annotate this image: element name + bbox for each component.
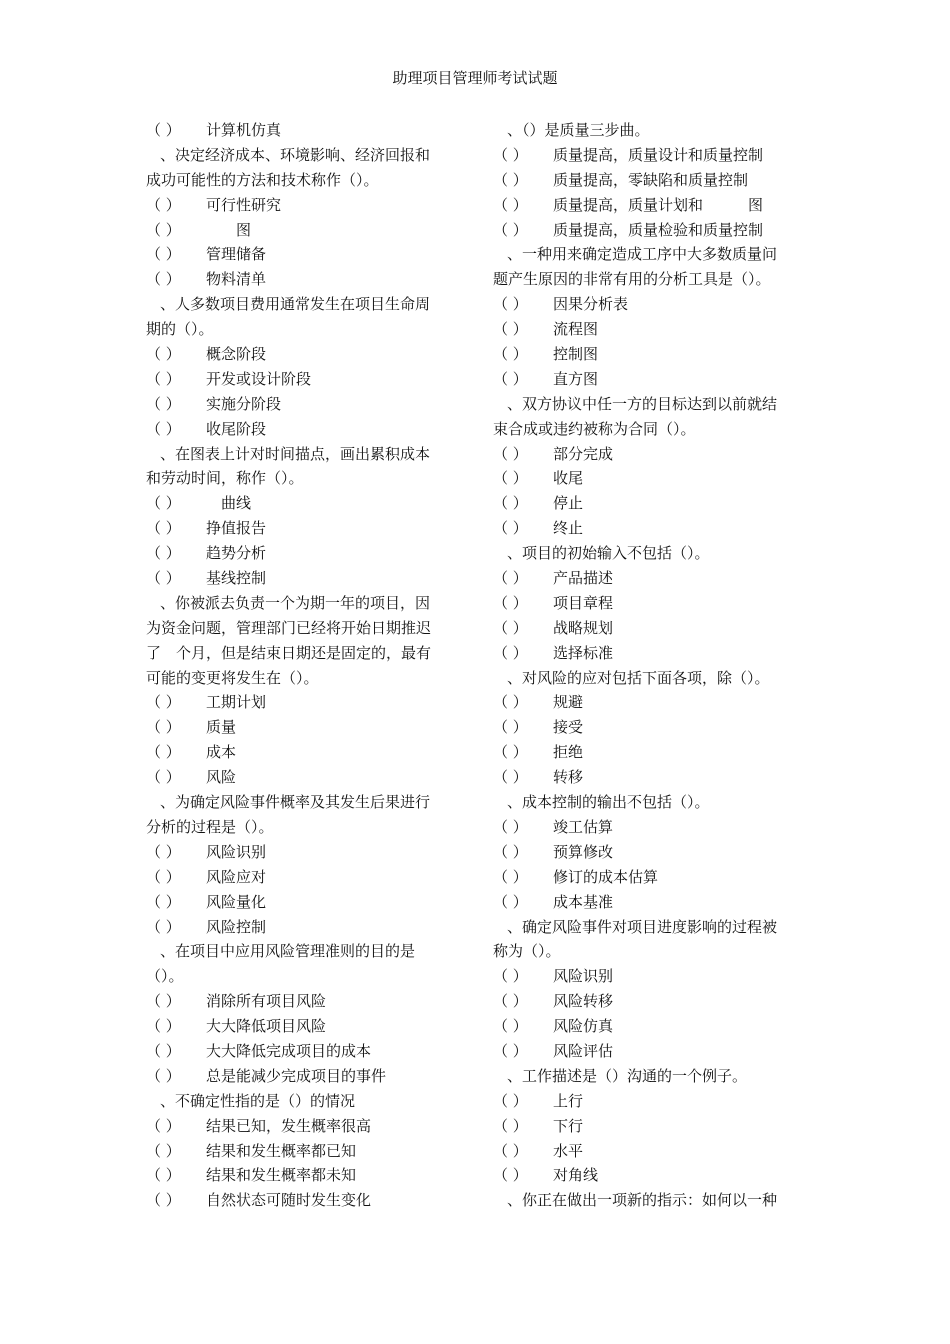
option-text: 接受 bbox=[553, 718, 584, 737]
answer-option bbox=[493, 1163, 813, 1188]
question-text: 、成本控制的输出不包括（）。 bbox=[507, 793, 710, 812]
option-marker: （ ） bbox=[493, 345, 528, 364]
question-text: 、为确定风险事件概率及其发生后果进行 bbox=[160, 793, 431, 812]
option-text: 项目章程 bbox=[553, 593, 614, 612]
question-text: 、人多数项目费用通常发生在项目生命周 bbox=[160, 295, 431, 314]
question-text-continued: 和劳动时间，称作（）。 bbox=[146, 469, 304, 488]
option-marker: （ ） bbox=[493, 842, 528, 861]
option-text: 下行 bbox=[553, 1116, 584, 1135]
question-text-continued: 成功可能性的方法和技术称作（）。 bbox=[146, 170, 379, 189]
option-marker: （ ） bbox=[493, 768, 528, 787]
option-marker: （ ） bbox=[493, 220, 528, 239]
option-text: 竣工估算 bbox=[553, 817, 614, 836]
answer-option bbox=[493, 1114, 813, 1139]
answer-option bbox=[146, 118, 466, 143]
answer-option bbox=[146, 1188, 466, 1213]
option-text: 上行 bbox=[553, 1091, 584, 1110]
option-marker: （ ） bbox=[493, 444, 528, 463]
right-column bbox=[493, 118, 813, 1213]
option-text: 大大降低完成项目的成本 bbox=[206, 1041, 372, 1060]
option-marker: （ ） bbox=[493, 967, 528, 986]
answer-option bbox=[146, 715, 466, 740]
answer-option bbox=[146, 690, 466, 715]
option-text: 可行性研究 bbox=[206, 195, 282, 214]
option-marker: （ ） bbox=[146, 121, 181, 139]
question-text-continued: 了 个月，但是结束日期还是固定的，最有 bbox=[146, 643, 432, 662]
answer-option bbox=[493, 765, 813, 790]
question-text-continued: 期的（）。 bbox=[146, 320, 214, 339]
question-text-continued: 可能的变更将发生在（）。 bbox=[146, 668, 319, 687]
option-text: 风险评估 bbox=[553, 1041, 614, 1060]
option-marker: （ ） bbox=[146, 270, 181, 289]
answer-option bbox=[146, 915, 466, 940]
answer-option bbox=[146, 840, 466, 865]
option-marker: （ ） bbox=[146, 892, 181, 911]
option-marker: （ ） bbox=[146, 693, 181, 712]
option-marker: （ ） bbox=[493, 569, 528, 588]
option-marker: （ ） bbox=[146, 519, 181, 538]
answer-option bbox=[493, 1139, 813, 1164]
option-text: 物料清单 bbox=[206, 270, 267, 289]
option-text: 质量提高，质量设计和质量控制 bbox=[553, 145, 764, 164]
option-marker: （ ） bbox=[146, 369, 181, 388]
answer-option bbox=[493, 890, 813, 915]
option-marker: （ ） bbox=[493, 618, 528, 637]
option-text: 结果和发生概率都未知 bbox=[206, 1166, 357, 1185]
option-text: 风险 bbox=[206, 768, 237, 787]
option-text: 结果已知，发生概率很高 bbox=[206, 1116, 372, 1135]
option-text: 产品描述 bbox=[553, 569, 614, 588]
option-marker: （ ） bbox=[146, 1066, 181, 1085]
answer-option bbox=[493, 1014, 813, 1039]
answer-option bbox=[146, 989, 466, 1014]
left-column bbox=[146, 118, 466, 1213]
answer-option bbox=[146, 516, 466, 541]
option-marker: （ ） bbox=[146, 992, 181, 1011]
option-marker: （ ） bbox=[146, 1017, 181, 1036]
option-marker: （ ） bbox=[493, 145, 528, 164]
question-text: 、决定经济成本、环境影响、经济回报和 bbox=[160, 145, 431, 164]
answer-option bbox=[146, 491, 466, 516]
answer-option bbox=[146, 1139, 466, 1164]
answer-option bbox=[146, 566, 466, 591]
option-text: 工期计划 bbox=[206, 693, 267, 712]
option-marker: （ ） bbox=[146, 544, 181, 563]
option-marker: （ ） bbox=[493, 195, 528, 214]
answer-option bbox=[493, 1089, 813, 1114]
option-text: 终止 bbox=[553, 519, 584, 538]
answer-option bbox=[493, 367, 813, 392]
option-marker: （ ） bbox=[146, 245, 181, 264]
answer-option bbox=[493, 491, 813, 516]
option-marker: （ ） bbox=[493, 867, 528, 886]
answer-option bbox=[146, 1064, 466, 1089]
option-text: 风险转移 bbox=[553, 992, 614, 1011]
answer-option bbox=[146, 417, 466, 442]
option-text: 趋势分析 bbox=[206, 544, 267, 563]
option-marker: （ ） bbox=[493, 170, 528, 189]
option-text: 停止 bbox=[553, 494, 584, 513]
option-text: 直方图 bbox=[553, 369, 599, 388]
answer-option bbox=[493, 1039, 813, 1064]
answer-option bbox=[146, 218, 466, 243]
answer-option bbox=[493, 168, 813, 193]
option-text: 质量提高，零缺陷和质量控制 bbox=[553, 170, 749, 189]
answer-option bbox=[493, 292, 813, 317]
answer-option bbox=[493, 865, 813, 890]
page-title: 助理项目管理师考试试题 bbox=[392, 69, 558, 87]
answer-option bbox=[493, 143, 813, 168]
option-text: 总是能减少完成项目的事件 bbox=[206, 1066, 387, 1085]
option-marker: （ ） bbox=[146, 494, 181, 513]
option-text: 消除所有项目风险 bbox=[206, 992, 327, 1011]
option-marker: （ ） bbox=[146, 917, 181, 936]
option-text: 管理储备 bbox=[206, 245, 267, 264]
option-text: 风险识别 bbox=[206, 842, 267, 861]
option-text: 成本基准 bbox=[553, 892, 614, 911]
answer-option bbox=[146, 1114, 466, 1139]
option-text: 结果和发生概率都已知 bbox=[206, 1141, 357, 1160]
option-marker: （ ） bbox=[146, 195, 181, 214]
question-text: 、（）是质量三步曲。 bbox=[507, 121, 650, 139]
option-text: 预算修改 bbox=[553, 842, 614, 861]
option-marker: （ ） bbox=[493, 892, 528, 911]
option-text: 因果分析表 bbox=[553, 295, 629, 314]
answer-option bbox=[146, 1039, 466, 1064]
question-text-continued: 为资金问题，管理部门已经将开始日期推迟 bbox=[146, 618, 432, 637]
answer-option bbox=[493, 989, 813, 1014]
question-text: 、对风险的应对包括下面各项，除（）。 bbox=[507, 668, 770, 687]
answer-option bbox=[146, 267, 466, 292]
option-text: 曲线 bbox=[206, 494, 252, 513]
option-text: 控制图 bbox=[553, 345, 599, 364]
option-text: 修订的成本估算 bbox=[553, 867, 659, 886]
option-marker: （ ） bbox=[146, 1116, 181, 1135]
question-text: 、工作描述是（）沟通的一个例子。 bbox=[507, 1066, 748, 1085]
option-text: 质量提高，质量计划和 图 bbox=[553, 195, 764, 214]
option-text: 图 bbox=[206, 220, 252, 239]
option-marker: （ ） bbox=[146, 842, 181, 861]
option-marker: （ ） bbox=[493, 693, 528, 712]
option-marker: （ ） bbox=[493, 494, 528, 513]
option-text: 实施分阶段 bbox=[206, 394, 282, 413]
answer-option bbox=[493, 317, 813, 342]
option-marker: （ ） bbox=[493, 1166, 528, 1185]
option-marker: （ ） bbox=[493, 817, 528, 836]
answer-option bbox=[493, 342, 813, 367]
question-text: 、在项目中应用风险管理准则的目的是 bbox=[160, 942, 416, 961]
option-marker: （ ） bbox=[146, 867, 181, 886]
option-marker: （ ） bbox=[146, 345, 181, 364]
question-text: 、你正在做出一项新的指示：如何以一种 bbox=[507, 1191, 778, 1210]
option-text: 挣值报告 bbox=[206, 519, 267, 538]
answer-option bbox=[493, 442, 813, 467]
answer-option bbox=[493, 840, 813, 865]
answer-option bbox=[146, 242, 466, 267]
answer-option bbox=[146, 865, 466, 890]
option-marker: （ ） bbox=[146, 1166, 181, 1185]
answer-option bbox=[146, 1014, 466, 1039]
option-marker: （ ） bbox=[146, 743, 181, 762]
answer-option bbox=[146, 367, 466, 392]
option-marker: （ ） bbox=[493, 1116, 528, 1135]
answer-option bbox=[146, 392, 466, 417]
option-text: 质量 bbox=[206, 718, 237, 737]
question-text: 、一种用来确定造成工序中大多数质量问 bbox=[507, 245, 778, 264]
question-text: 、项目的初始输入不包括（）。 bbox=[507, 544, 710, 563]
option-text: 计算机仿真 bbox=[206, 121, 282, 139]
question-text: 、双方协议中任一方的目标达到以前就结 bbox=[507, 394, 778, 413]
answer-option bbox=[146, 342, 466, 367]
answer-option bbox=[493, 964, 813, 989]
option-text: 风险识别 bbox=[553, 967, 614, 986]
option-marker: （ ） bbox=[493, 992, 528, 1011]
answer-option bbox=[493, 740, 813, 765]
option-text: 风险量化 bbox=[206, 892, 267, 911]
option-text: 转移 bbox=[553, 768, 584, 787]
question-text-continued: 束合成或违约被称为合同（）。 bbox=[493, 419, 696, 438]
answer-option bbox=[146, 1163, 466, 1188]
option-marker: （ ） bbox=[493, 320, 528, 339]
option-text: 风险仿真 bbox=[553, 1017, 614, 1036]
option-marker: （ ） bbox=[146, 1191, 181, 1210]
option-text: 开发或设计阶段 bbox=[206, 369, 312, 388]
option-marker: （ ） bbox=[493, 295, 528, 314]
option-text: 选择标准 bbox=[553, 643, 614, 662]
option-text: 战略规划 bbox=[553, 618, 614, 637]
option-text: 收尾阶段 bbox=[206, 419, 267, 438]
answer-option bbox=[493, 616, 813, 641]
option-marker: （ ） bbox=[493, 1041, 528, 1060]
answer-option bbox=[146, 740, 466, 765]
option-text: 概念阶段 bbox=[206, 345, 267, 364]
option-text: 成本 bbox=[206, 743, 237, 762]
option-text: 拒绝 bbox=[553, 743, 584, 762]
option-marker: （ ） bbox=[146, 718, 181, 737]
question-text-continued: 称为（）。 bbox=[493, 942, 561, 961]
option-marker: （ ） bbox=[493, 593, 528, 612]
answer-option bbox=[146, 890, 466, 915]
option-marker: （ ） bbox=[493, 718, 528, 737]
option-marker: （ ） bbox=[146, 569, 181, 588]
answer-option bbox=[493, 815, 813, 840]
option-text: 基线控制 bbox=[206, 569, 267, 588]
option-marker: （ ） bbox=[146, 220, 181, 239]
option-marker: （ ） bbox=[146, 1041, 181, 1060]
answer-option bbox=[493, 566, 813, 591]
answer-option bbox=[146, 193, 466, 218]
question-text: 、你被派去负责一个为期一年的项目，因 bbox=[160, 593, 431, 612]
answer-option bbox=[493, 641, 813, 666]
answer-option bbox=[146, 765, 466, 790]
option-text: 自然状态可随时发生变化 bbox=[206, 1191, 372, 1210]
option-marker: （ ） bbox=[493, 469, 528, 488]
option-text: 大大降低项目风险 bbox=[206, 1017, 327, 1036]
answer-option bbox=[493, 690, 813, 715]
option-marker: （ ） bbox=[493, 643, 528, 662]
question-text: 、不确定性指的是（）的情况 bbox=[160, 1091, 356, 1110]
answer-option bbox=[493, 466, 813, 491]
option-text: 流程图 bbox=[553, 320, 599, 339]
option-marker: （ ） bbox=[493, 519, 528, 538]
question-text: 、在图表上计对时间描点，画出累积成本 bbox=[160, 444, 431, 463]
option-text: 水平 bbox=[553, 1141, 584, 1160]
option-text: 质量提高，质量检验和质量控制 bbox=[553, 220, 764, 239]
answer-option bbox=[493, 218, 813, 243]
option-text: 风险控制 bbox=[206, 917, 267, 936]
answer-option bbox=[493, 516, 813, 541]
answer-option bbox=[493, 591, 813, 616]
question-text-continued: （）。 bbox=[146, 967, 184, 986]
option-text: 风险应对 bbox=[206, 867, 267, 886]
option-text: 规避 bbox=[553, 693, 584, 712]
question-text-continued: 题产生原因的非常有用的分析工具是（）。 bbox=[493, 270, 771, 289]
option-marker: （ ） bbox=[493, 369, 528, 388]
question-text-continued: 分析的过程是（）。 bbox=[146, 817, 274, 836]
answer-option bbox=[493, 715, 813, 740]
answer-option bbox=[493, 193, 813, 218]
option-marker: （ ） bbox=[146, 419, 181, 438]
option-marker: （ ） bbox=[493, 1091, 528, 1110]
option-text: 部分完成 bbox=[553, 444, 614, 463]
option-marker: （ ） bbox=[146, 1141, 181, 1160]
option-marker: （ ） bbox=[493, 1017, 528, 1036]
option-text: 收尾 bbox=[553, 469, 584, 488]
option-marker: （ ） bbox=[146, 768, 181, 787]
option-marker: （ ） bbox=[493, 1141, 528, 1160]
option-text: 对角线 bbox=[553, 1166, 599, 1185]
option-marker: （ ） bbox=[493, 743, 528, 762]
question-text: 、确定风险事件对项目进度影响的过程被 bbox=[507, 917, 778, 936]
option-marker: （ ） bbox=[146, 394, 181, 413]
answer-option bbox=[146, 541, 466, 566]
